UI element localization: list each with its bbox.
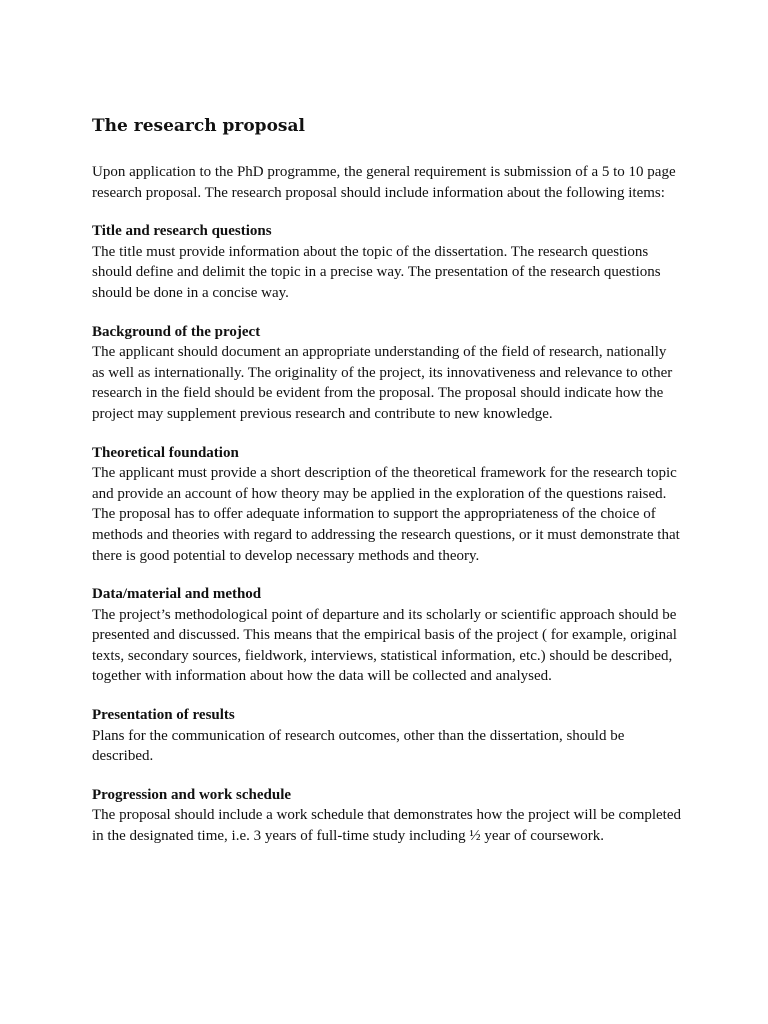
intro-paragraph: Upon application to the PhD programme, the general requirement is submission of a 5 to 10 page research proposal. The research proposal should include information about the following items: (92, 164, 676, 201)
section-title-and-research-questions (92, 221, 682, 303)
section-progression-and-work-schedule (92, 785, 682, 847)
section-body: The project’s methodological point of departure and its scholarly or scientific approach should be presented and discussed. This means that the empirical basis of the project ( for example, original texts, secondary sources, fieldwork, interviews, statistical information, etc.) should be described, together with information about how the data will be collected and analysed. (92, 606, 677, 685)
section-data-material-and-method (92, 584, 682, 687)
section-body: The applicant should document an appropriate understanding of the field of research, nationally as well as internationally. The originality of the project, its innovativeness and relevance to other research in the field should be evident from the proposal. The proposal should indicate how the project may supplement previous research and contribute to new knowledge. (92, 344, 673, 422)
section-heading: Presentation of results (92, 707, 235, 724)
section-heading: Theoretical foundation (92, 444, 239, 461)
section-body: The applicant must provide a short description of the theoretical framework for the research topic and provide an account of how theory may be applied in the exploration of the questions raised. The proposal has to offer adequate information to support the appropriateness of the choice of methods and theories with regard to addressing the research questions, or it must demonstrate that there is good potential to develop necessary methods and theory. (92, 465, 680, 564)
section-heading: Progression and work schedule (92, 786, 292, 803)
page-title: The research proposal (92, 116, 305, 136)
section-heading: Data/material and method (92, 586, 262, 603)
section-heading: Background of the project (92, 323, 261, 340)
section-body: The proposal should include a work schedule that demonstrates how the project will be completed in the designated time, i.e. 3 years of full-time study including ½ year of coursework. (92, 807, 682, 845)
section-presentation-of-results (92, 705, 682, 767)
section-background-of-the-project (92, 322, 682, 425)
document-content (92, 116, 682, 865)
section-heading: Title and research questions (92, 223, 272, 240)
section-body: Plans for the communication of research outcomes, other than the dissertation, should be described. (92, 727, 625, 765)
section-body: The title must provide information about the topic of the dissertation. The research questions should define and delimit the topic in a precise way. The presentation of the research questions should be done in a concise way. (92, 243, 661, 301)
section-theoretical-foundation (92, 443, 682, 567)
